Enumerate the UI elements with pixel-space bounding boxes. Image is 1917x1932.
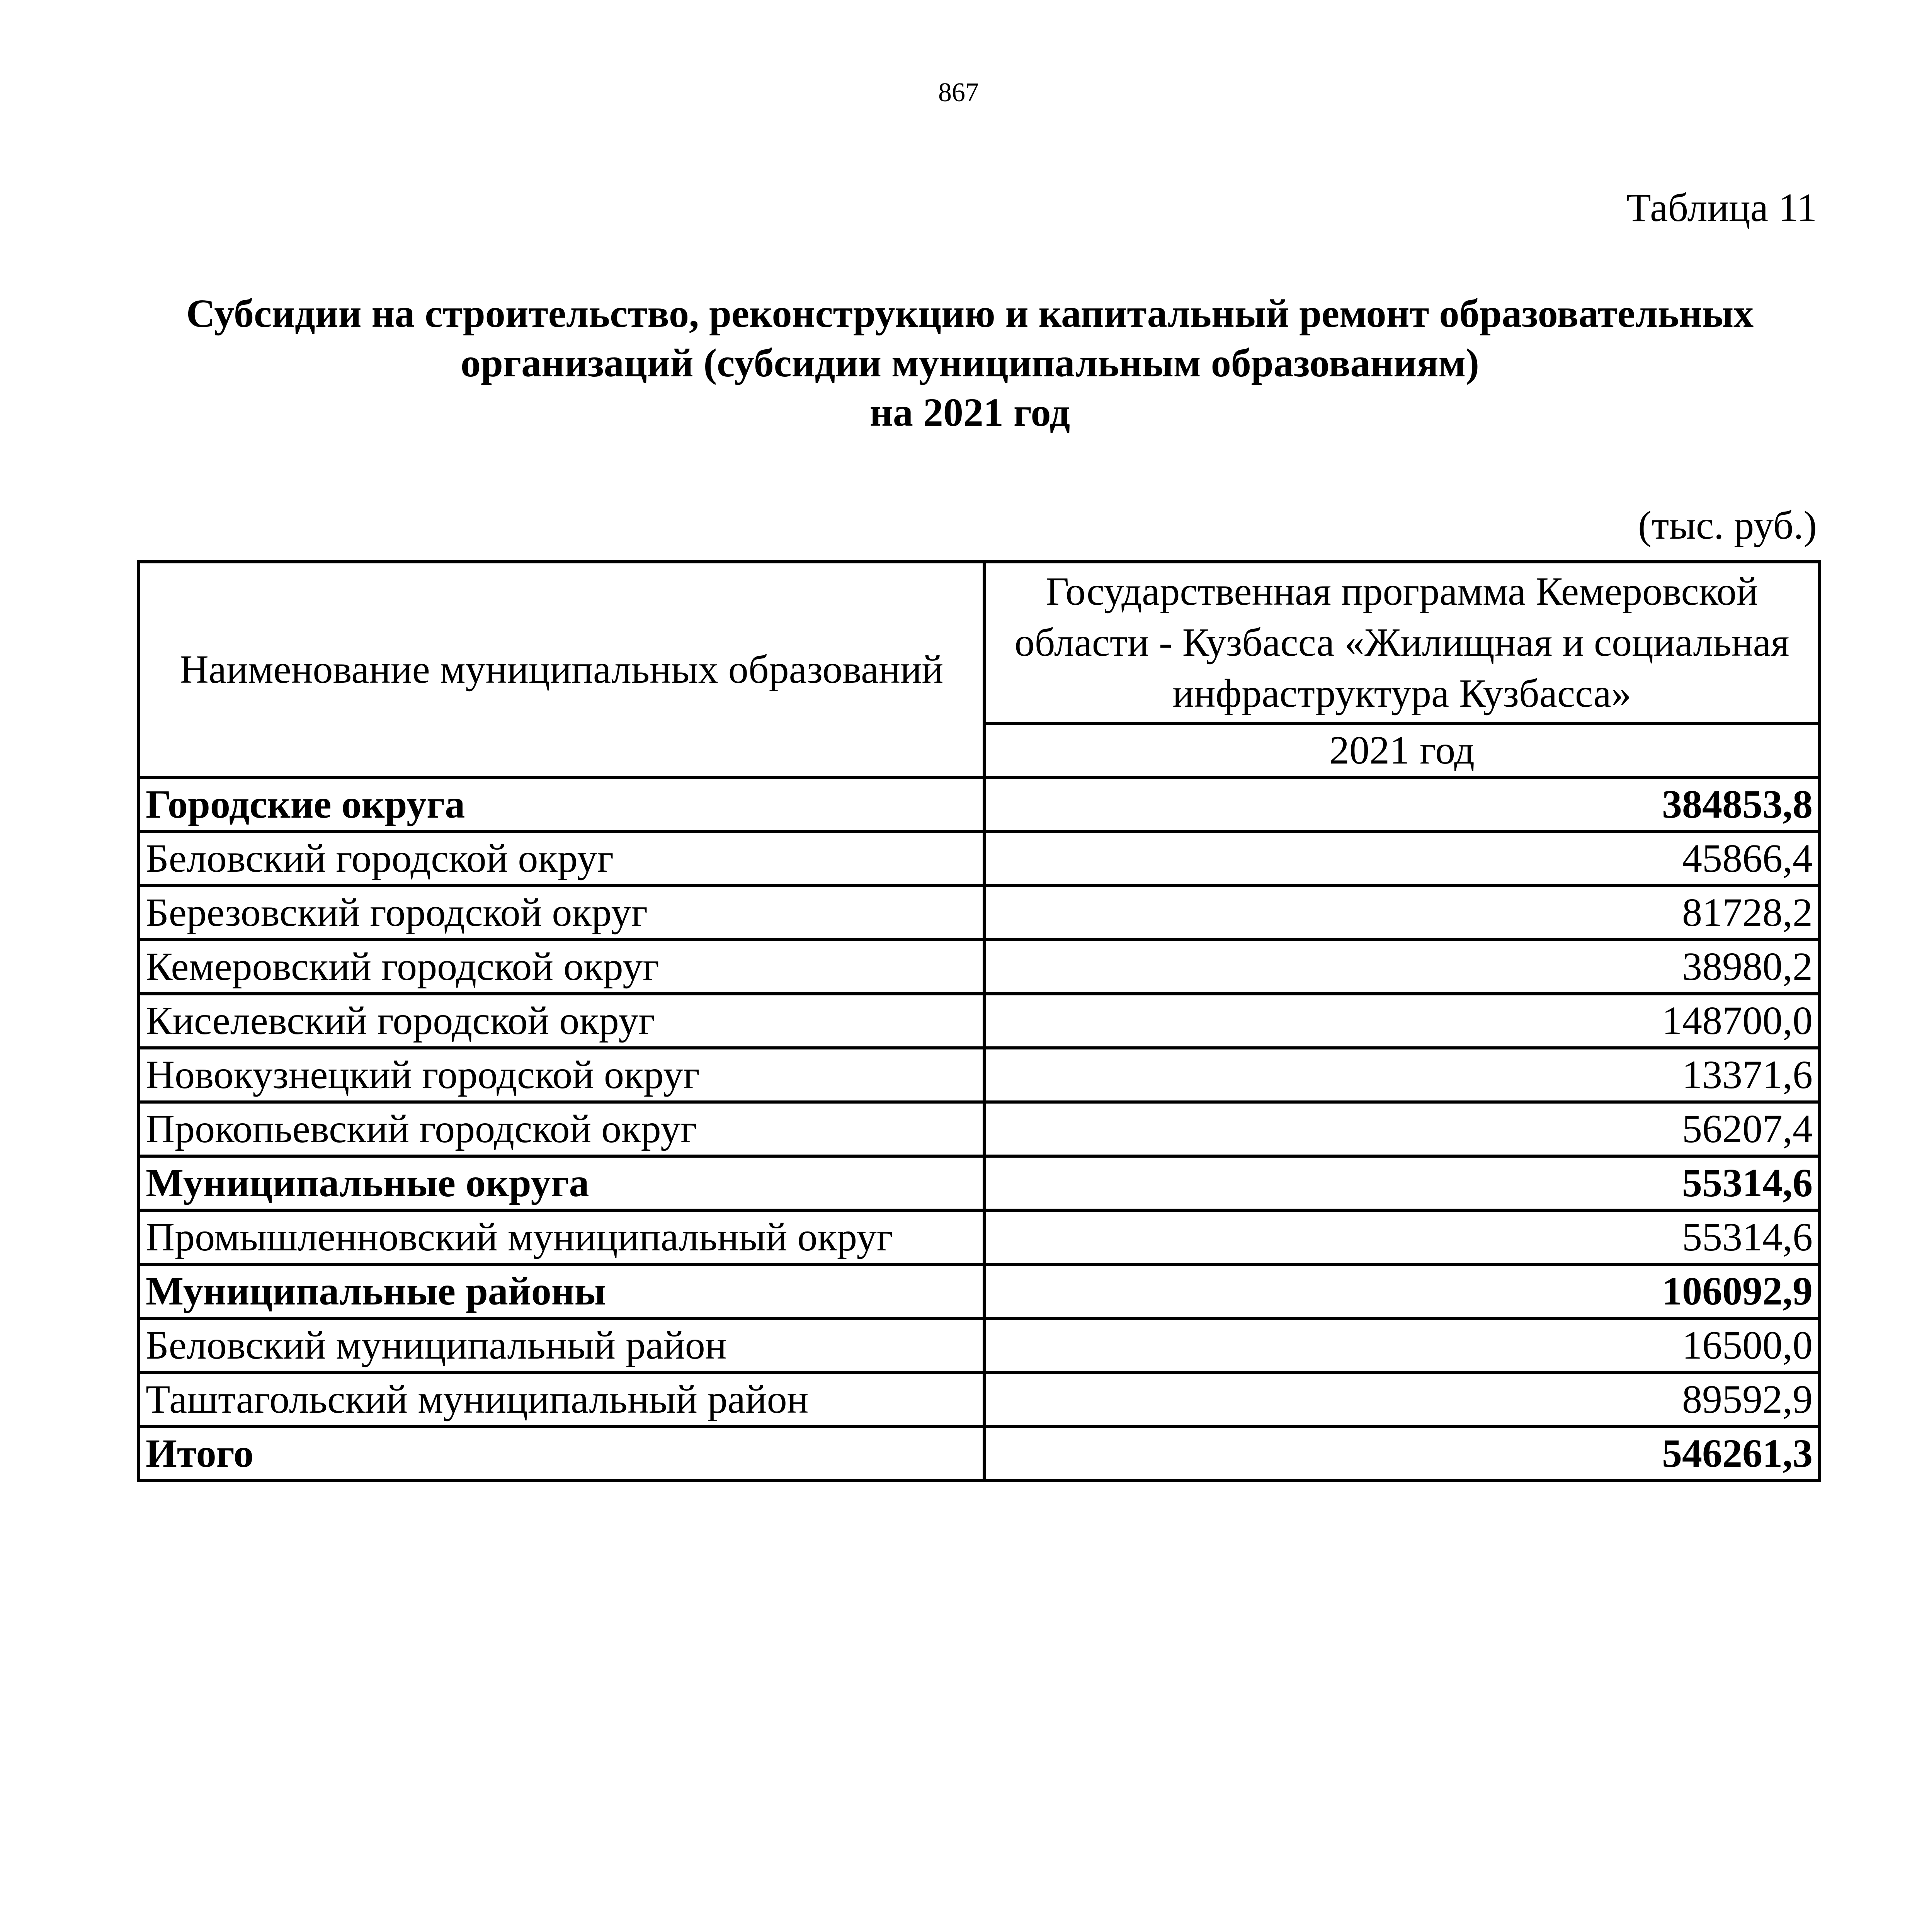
row-value: 384853,8 [984,777,1820,832]
table-row [139,832,1820,886]
table-body [139,777,1820,1481]
header-municipality-name: Наименование муниципальных образований [139,562,984,777]
table-row [139,940,1820,994]
row-name: Новокузнецкий городской округ [139,1048,984,1102]
document-title [139,289,1801,437]
table-row [139,994,1820,1048]
row-value: 55314,6 [984,1156,1820,1210]
table-row [139,1264,1820,1318]
row-name: Беловский городской округ [139,832,984,886]
table-header-row [139,562,1820,723]
table-row [139,777,1820,832]
row-name: Городские округа [139,777,984,832]
page-number: 867 [938,78,979,107]
row-name: Прокопьевский городской округ [139,1102,984,1156]
row-name: Таштагольский муниципальный район [139,1372,984,1427]
row-name: Киселевский городской округ [139,994,984,1048]
row-name: Муниципальные районы [139,1264,984,1318]
units-label: (тыс. руб.) [1638,503,1817,548]
row-value: 56207,4 [984,1102,1820,1156]
row-value: 13371,6 [984,1048,1820,1102]
table-row [139,1156,1820,1210]
table-row [139,1318,1820,1372]
document-title-line: организаций (субсидии муниципальным образованиям) [461,341,1479,385]
table-row [139,1048,1820,1102]
row-value: 45866,4 [984,832,1820,886]
row-value: 55314,6 [984,1210,1820,1264]
row-value: 81728,2 [984,886,1820,940]
table-row [139,886,1820,940]
subsidies-table [137,560,1821,1482]
table-label: Таблица 11 [1626,185,1817,230]
row-value: 546261,3 [984,1427,1820,1481]
row-name: Березовский городской округ [139,886,984,940]
header-year: 2021 год [984,723,1820,777]
document-title-line: на 2021 год [869,390,1070,435]
row-value: 89592,9 [984,1372,1820,1427]
row-value: 148700,0 [984,994,1820,1048]
row-name: Итого [139,1427,984,1481]
table-row [139,1427,1820,1481]
table-row [139,1372,1820,1427]
table-row [139,1210,1820,1264]
row-name: Кемеровский городской округ [139,940,984,994]
row-value: 38980,2 [984,940,1820,994]
header-program: Государственная программа Кемеровской области - Кузбасса «Жилищная и социальная инфраструктура Кузбасса» [984,562,1820,723]
row-value: 16500,0 [984,1318,1820,1372]
table-row [139,1102,1820,1156]
row-value: 106092,9 [984,1264,1820,1318]
row-name: Муниципальные округа [139,1156,984,1210]
document-title-line: Субсидии на строительство, реконструкцию и капитальный ремонт образовательных [186,291,1754,336]
row-name: Беловский муниципальный район [139,1318,984,1372]
row-name: Промышленновский муниципальный округ [139,1210,984,1264]
